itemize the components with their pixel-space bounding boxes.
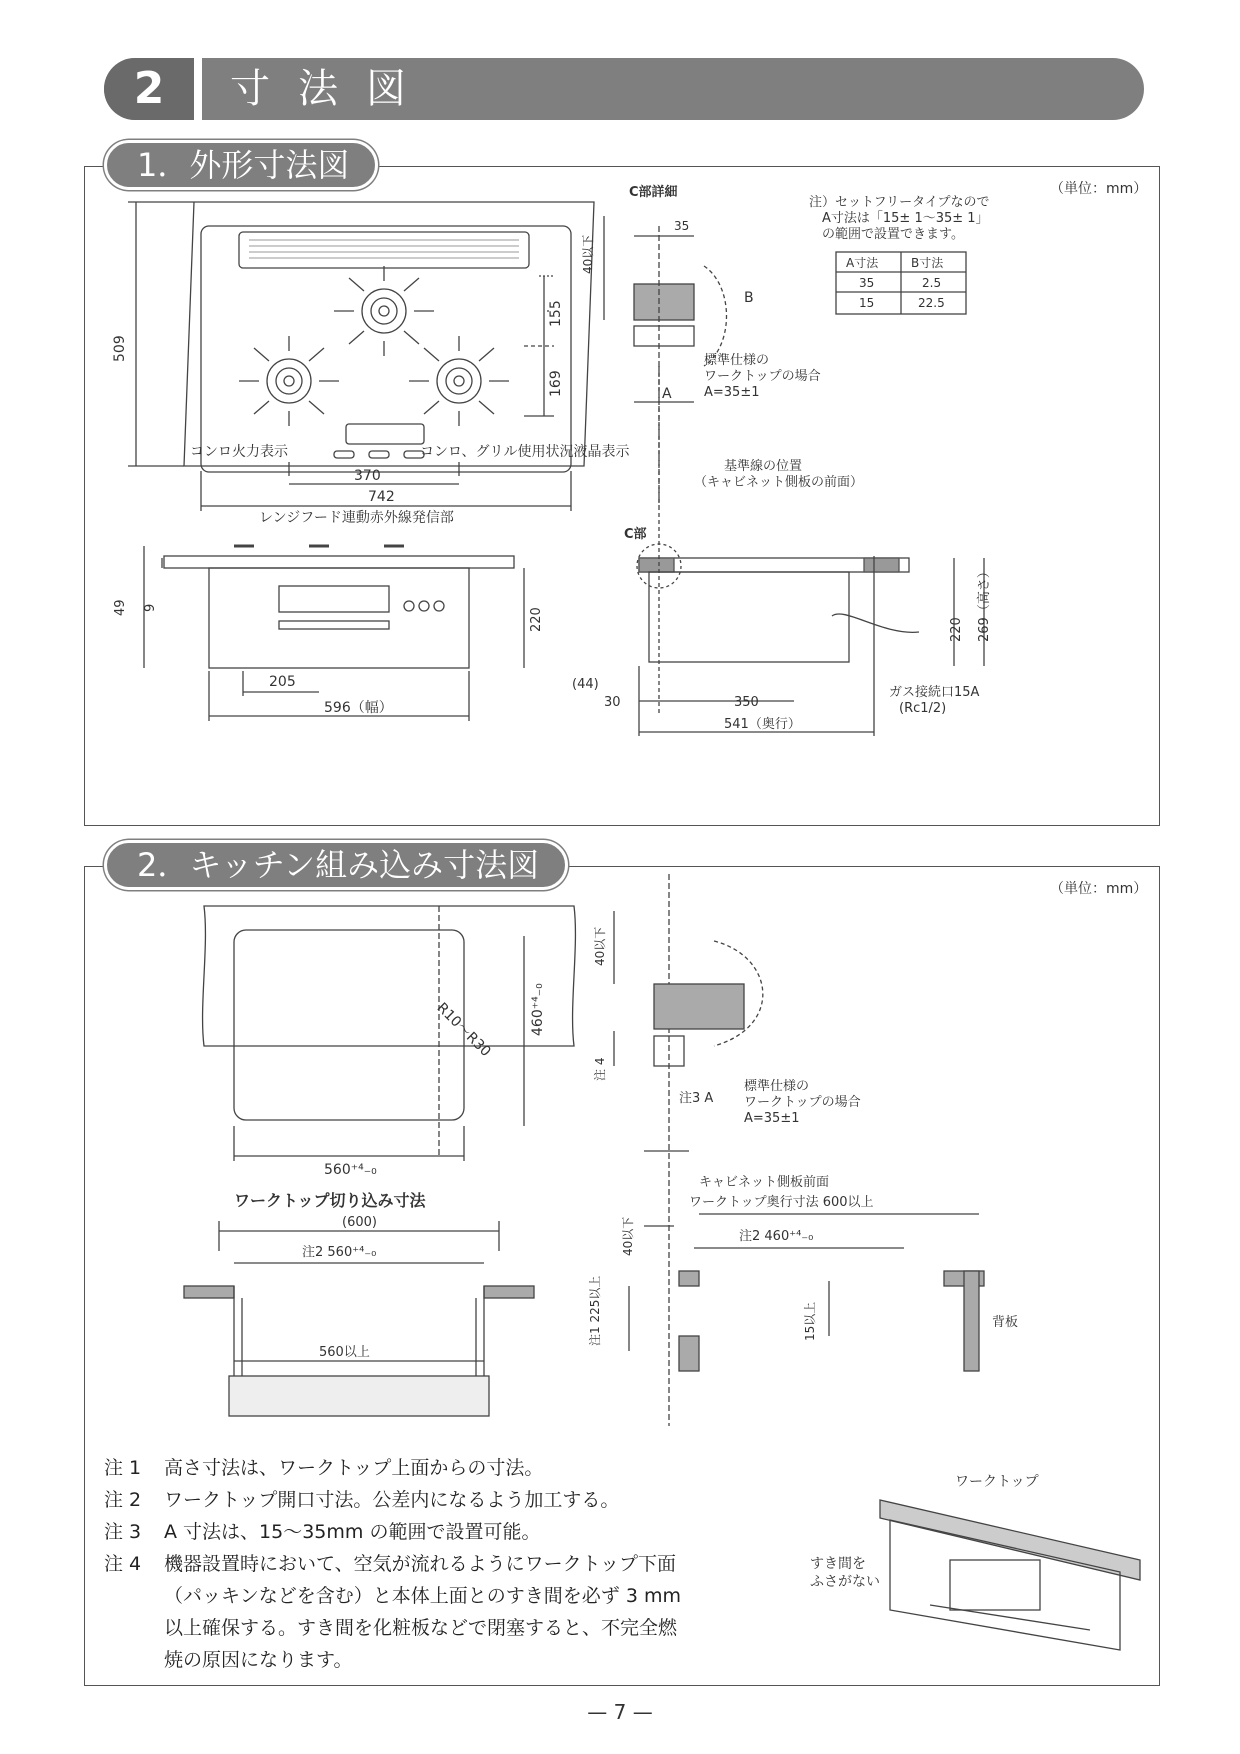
chapter-separator (194, 58, 202, 120)
chapter-title: 寸法図 (230, 66, 434, 112)
std-s2-1: 標準仕様の (744, 1079, 810, 1094)
table-r1-a: 35 (859, 276, 875, 290)
cooktop-top (201, 226, 571, 472)
dim-370: 370 (354, 468, 381, 484)
chapter-number: 2 (104, 58, 194, 120)
dim-560: 560⁺⁴₋₀ (324, 1162, 377, 1178)
c-detail-title: C部詳細 (629, 185, 678, 200)
section1-title: 1．外形寸法図 (104, 140, 378, 190)
table-r1-b: 2.5 (922, 276, 942, 290)
label-gap-1: すき間を (810, 1556, 866, 1572)
dim-560-min: 560以上 (319, 1345, 370, 1360)
burner-left (239, 336, 339, 426)
dim-596: 596（幅） (324, 700, 393, 716)
front-body (209, 568, 469, 668)
table-r2-a: 15 (859, 296, 875, 310)
dim-35: 35 (674, 219, 690, 233)
dim-541: 541（奥行） (724, 717, 801, 732)
note-row-5: （パッキンなどを含む）と本体上面とのすき間を必ず 3 mm (164, 1585, 681, 1607)
dim-depth-600: ワークトップ奥行寸法 600以上 (689, 1195, 874, 1210)
label-range-hood: レンジフード連動赤外線発信部 (259, 510, 454, 526)
note-row-3: 注 3 A 寸法は、15～35mm の範囲で設置可能。 (104, 1521, 541, 1543)
table-header-b: B寸法 (911, 256, 944, 270)
dim-40b: 40以下 (621, 1216, 635, 1256)
dim-600: (600) (342, 1215, 377, 1230)
cut-title: ワークトップ切り込み寸法 (234, 1191, 426, 1210)
dim-220: 220 (529, 607, 544, 632)
dim-155: 155 (548, 300, 564, 327)
note-row-4: 注 4 機器設置時において、空気が流れるようにワークトップ下面 (104, 1553, 677, 1575)
label-back-panel: 背板 (992, 1315, 1019, 1330)
note-4-mark: 注 4 (593, 1057, 607, 1081)
dim-15: 15以上 (803, 1301, 817, 1341)
section2-unit: （単位：mm） (1050, 881, 1148, 897)
section2-title: 2．キッチン組み込み寸法図 (104, 840, 568, 890)
base-1: 基準線の位置 (724, 459, 803, 474)
note-row-1: 注 1 高さ寸法は、ワークトップ上面からの寸法。 (104, 1457, 544, 1479)
note-row-6: 以上確保する。すき間を化粧板などで閉塞すると、不完全燃 (164, 1617, 678, 1639)
dim-n2-460: 注2 460⁺⁴₋₀ (739, 1229, 814, 1244)
label-lcd: コンロ、グリル使用状況液晶表示 (420, 444, 630, 460)
dim-350: 350 (734, 695, 759, 710)
note-row-7: 焼の原因になります。 (164, 1649, 353, 1671)
dim-225: 注1 225以上 (588, 1275, 602, 1346)
page-number: — 7 — (587, 1700, 653, 1724)
dim-460: 460⁺⁴₋₀ (530, 983, 546, 1036)
control-display (346, 424, 424, 444)
note-row-2: 注 2 ワークトップ開口寸法。公差内になるよう加工する。 (104, 1489, 620, 1511)
table-r2-b: 22.5 (918, 296, 945, 310)
label-gap-2: ふさがない (810, 1574, 880, 1590)
dim-169: 169 (548, 370, 564, 397)
dim-40: 40以下 (581, 234, 595, 274)
notes-list (104, 1452, 764, 1676)
grill-vent (239, 232, 529, 268)
std-2: ワークトップの場合 (704, 369, 821, 384)
dim-269: 269（高さ） (977, 565, 992, 642)
burner-right (409, 336, 509, 426)
dim-742: 742 (368, 489, 395, 505)
label-a: A (662, 386, 672, 402)
note-line-1: 注）セットフリータイプなので (809, 195, 990, 210)
kitchen-install-drawing (84, 866, 1158, 1466)
dim-n2-560: 注2 560⁺⁴₋₀ (302, 1245, 377, 1260)
dim-9: 9 (143, 603, 158, 612)
note-line-2: A寸法は「15± 1～35± 1」 (822, 211, 989, 226)
std-s2-3: A=35±1 (744, 1111, 800, 1126)
label-worktop: ワークトップ (955, 1474, 1039, 1490)
std-s2-2: ワークトップの場合 (744, 1095, 861, 1110)
outline-dimension-drawing (84, 166, 1158, 824)
label-gas2: (Rc1/2) (899, 701, 947, 716)
note-3-a: 注3 A (679, 1091, 714, 1106)
label-burner-display: コンロ火力表示 (190, 444, 288, 460)
note-line-3: の範囲で設置できます。 (822, 227, 964, 242)
side-body (649, 572, 849, 662)
dim-30: 30 (604, 695, 621, 710)
section1-unit: （単位：mm） (1050, 181, 1148, 197)
label-b: B (744, 290, 754, 306)
dim-44: (44) (572, 677, 599, 692)
table-header-a: A寸法 (846, 256, 879, 270)
front-top-plate (164, 556, 514, 568)
dim-49: 49 (113, 599, 128, 616)
base-2: （キャビネット側板の前面） (694, 475, 864, 490)
gap-illustration (790, 1460, 1150, 1670)
dim-205: 205 (269, 674, 296, 690)
label-cabinet: キャビネット側板前面 (699, 1175, 830, 1190)
label-gas1: ガス接続口15A (889, 685, 980, 700)
burner-rear (334, 266, 434, 356)
std-3: A=35±1 (704, 385, 760, 400)
std-1: 標準仕様の (704, 353, 770, 368)
dim-509: 509 (112, 335, 128, 362)
dim-40-s2: 40以下 (593, 926, 607, 966)
cooktop-cut-outline (184, 202, 594, 466)
label-c-part: C部 (624, 527, 647, 542)
dim-220-side: 220 (949, 617, 964, 642)
label-radius: R10～R30 (433, 999, 494, 1061)
